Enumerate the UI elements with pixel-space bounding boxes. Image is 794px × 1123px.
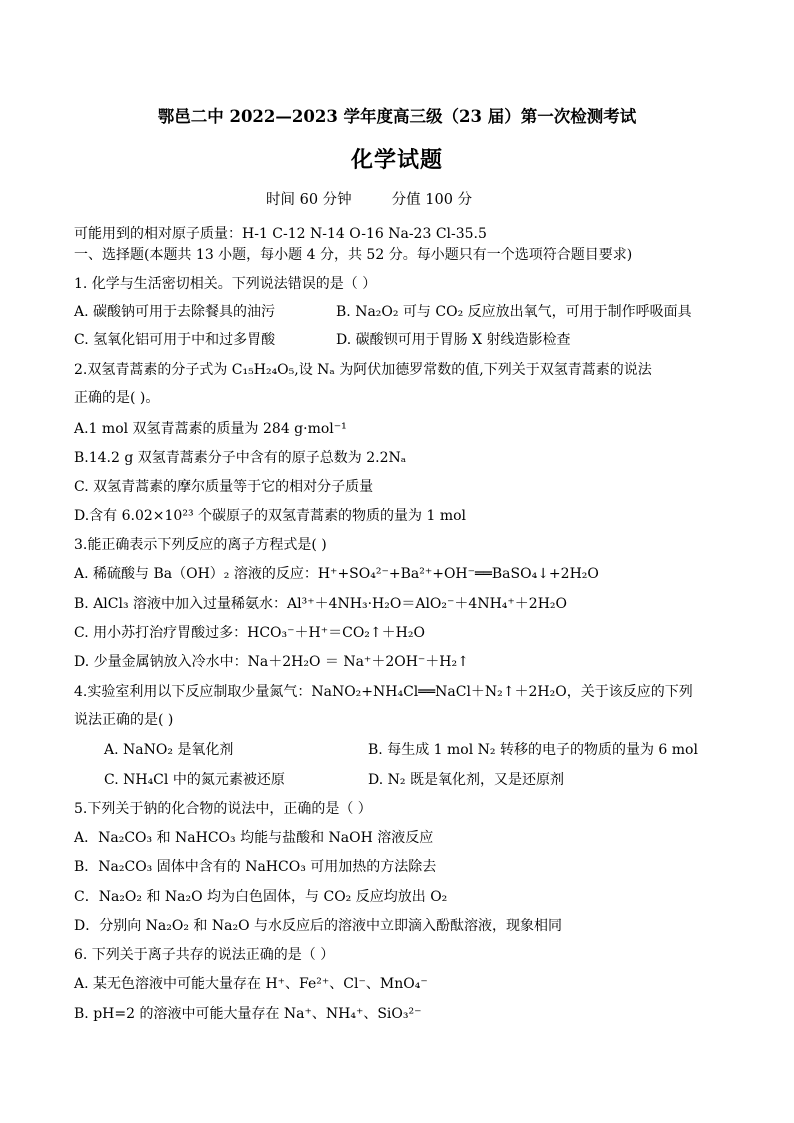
q4-stem-line1: 4.实验室利用以下反应制取少量氮气：NaNO₂+NH₄Cl══NaCl＋N₂↑＋2H₂O，关于该反应的下列 xyxy=(74,684,693,700)
subject-title: 化学试题 xyxy=(350,147,443,173)
q4-option-a: A. NaNO₂ 是氧化剂 xyxy=(104,742,234,758)
exam-meta xyxy=(266,190,472,210)
q1-option-b: B. Na₂O₂ 可与 CO₂ 反应放出氧气，可用于制作呼吸面具 xyxy=(336,304,692,320)
q4-option-d: D. N₂ 既是氧化剂，又是还原剂 xyxy=(368,772,564,788)
q5-option-c: C．Na₂O₂ 和 Na₂O 均为白色固体，与 CO₂ 反应均放出 O₂ xyxy=(74,889,448,905)
q3-stem: 3.能正确表示下列反应的离子方程式是( ) xyxy=(74,537,327,553)
q1-stem: 1. 化学与生活密切相关。下列说法错误的是（ ） xyxy=(74,276,377,292)
q3-option-c: C. 用小苏打治疗胃酸过多：HCO₃⁻＋H⁺＝CO₂↑＋H₂O xyxy=(74,625,425,641)
q2-option-c: C. 双氢青蒿素的摩尔质量等于它的相对分子质量 xyxy=(74,479,374,495)
q4-option-c: C. NH₄Cl 中的氮元素被还原 xyxy=(104,772,285,788)
q2-stem-line2: 正确的是( )。 xyxy=(74,390,160,406)
q5-stem: 5.下列关于钠的化合物的说法中，正确的是（ ） xyxy=(74,801,372,817)
q1-option-c: C. 氢氧化铝可用于中和过多胃酸 xyxy=(74,332,276,348)
q2-stem-line1: 2.双氢青蒿素的分子式为 C₁₅H₂₄O₅,设 Nₐ 为阿伏加德罗常数的值,下列关于双氢青蒿素的说法 xyxy=(74,362,652,378)
q6-option-b: B. pH=2 的溶液中可能大量存在 Na⁺、NH₄⁺、SiO₃²⁻ xyxy=(74,1006,422,1022)
q6-stem: 6. 下列关于离子共存的说法正确的是（ ） xyxy=(74,947,335,963)
q2-option-b: B.14.2 g 双氢青蒿素分子中含有的原子总数为 2.2Nₐ xyxy=(74,450,407,466)
q3-option-a: A. 稀硫酸与 Ba（OH）₂ 溶液的反应：H⁺+SO₄²⁻+Ba²⁺+OH⁻══BaSO₄↓+2H₂O xyxy=(74,566,599,582)
q5-option-a: A．Na₂CO₃ 和 NaHCO₃ 均能与盐酸和 NaOH 溶液反应 xyxy=(74,830,434,846)
q1-option-d: D. 碳酸钡可用于胃肠 X 射线造影检查 xyxy=(336,332,571,348)
exam-title: 鄂邑二中 2022—2023 学年度高三级（23 届）第一次检测考试 xyxy=(157,107,637,126)
q2-option-d: D.含有 6.02×10²³ 个碳原子的双氢青蒿素的物质的量为 1 mol xyxy=(74,508,467,524)
section-heading: 一、选择题(本题共 13 小题，每小题 4 分，共 52 分。每小题只有一个选项符合题目要求) xyxy=(74,247,633,263)
q5-option-b: B．Na₂CO₃ 固体中含有的 NaHCO₃ 可用加热的方法除去 xyxy=(74,859,437,875)
atomic-masses: 可能用到的相对原子质量：H-1 C-12 N-14 O-16 Na-23 Cl-35.5 xyxy=(74,226,487,242)
q2-option-a: A.1 mol 双氢青蒿素的质量为 284 g·mol⁻¹ xyxy=(74,421,347,437)
q4-stem-line2: 说法正确的是( ) xyxy=(74,712,174,728)
q3-option-b: B. AlCl₃ 溶液中加入过量稀氨水：Al³⁺＋4NH₃·H₂O＝AlO₂⁻＋4NH₄⁺＋2H₂O xyxy=(74,596,567,612)
q4-option-b: B. 每生成 1 mol N₂ 转移的电子的物质的量为 6 mol xyxy=(368,742,698,758)
q6-option-a: A. 某无色溶液中可能大量存在 H⁺、Fe²⁺、Cl⁻、MnO₄⁻ xyxy=(74,976,428,992)
exam-score: 分值 100 分 xyxy=(391,192,473,208)
exam-time: 时间 60 分钟 xyxy=(266,192,352,208)
q1-option-a: A. 碳酸钠可用于去除餐具的油污 xyxy=(74,304,276,320)
q5-option-d: D．分别向 Na₂O₂ 和 Na₂O 与水反应后的溶液中立即滴入酚酞溶液，现象相同 xyxy=(74,918,563,934)
q3-option-d: D. 少量金属钠放入冷水中：Na＋2H₂O ＝ Na⁺＋2OH⁻＋H₂↑ xyxy=(74,654,469,670)
